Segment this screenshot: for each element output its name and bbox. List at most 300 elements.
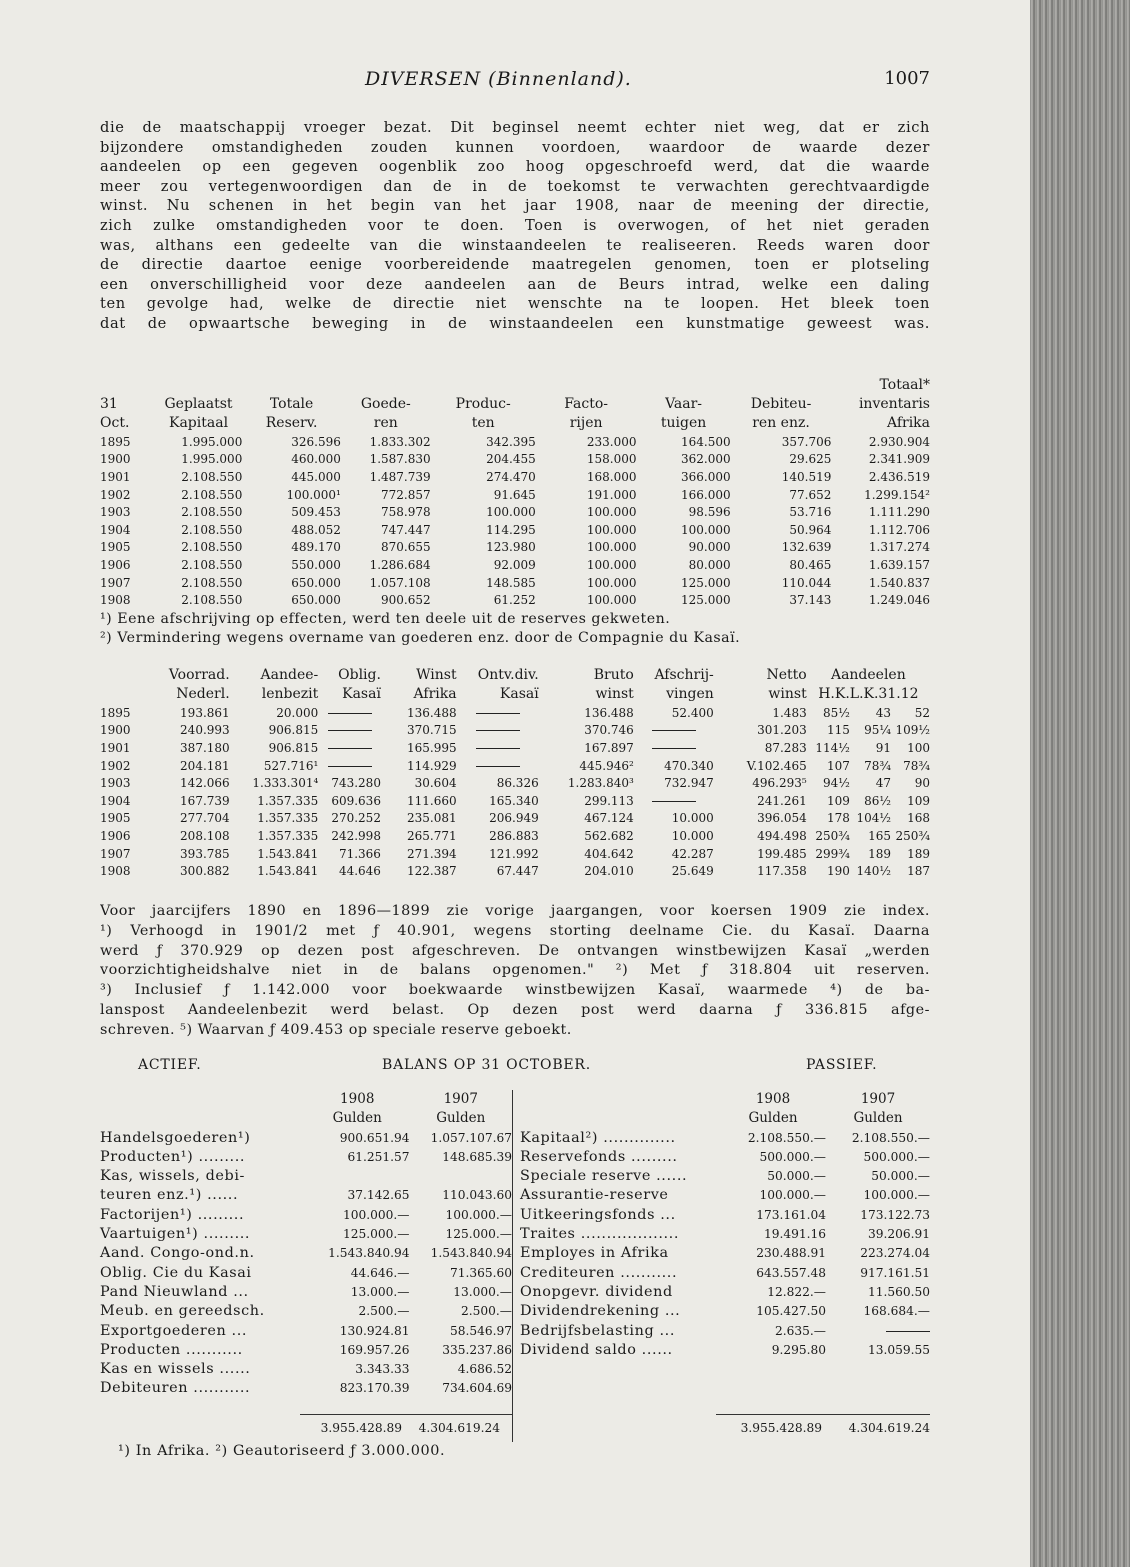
value-1907: 125.000.—: [445, 1227, 512, 1242]
column-header: winst: [595, 686, 634, 702]
table-cell: 494.498: [757, 828, 807, 843]
table-cell: 20.000: [276, 705, 319, 720]
value-1907: 2.500.—: [461, 1304, 512, 1319]
table-cell: 357.706: [781, 434, 832, 449]
value-1908: 44.646.—: [350, 1265, 410, 1280]
balance-row: [520, 1341, 930, 1360]
table-cell: 2.930.904: [868, 434, 930, 449]
table-cell: 1.299.154²: [864, 487, 930, 502]
table-cell: 527.716¹: [263, 758, 319, 773]
table-cell: 1904: [100, 522, 131, 537]
table-cell: 25.649: [671, 864, 714, 879]
value-1907: 1.543.840.94: [430, 1246, 512, 1261]
balance-label: Kas, wissels, debi-: [100, 1168, 246, 1185]
table-cell: 92.009: [493, 557, 536, 572]
balance-row: [520, 1148, 930, 1167]
value-1907: 11.560.50: [867, 1284, 930, 1299]
table-cell: 467.124: [584, 811, 634, 826]
table-cell: 2.108.550: [181, 487, 243, 502]
column-header: [100, 685, 143, 704]
value-1907: 100.000.—: [445, 1207, 512, 1222]
table-cell: 240.993: [180, 723, 230, 738]
value-1908: 125.000.—: [343, 1227, 410, 1242]
column-header: Bruto: [593, 667, 634, 683]
value-1907: 500.000.—: [863, 1149, 930, 1164]
balance-label: Meub. en gereedsch.: [100, 1303, 265, 1320]
value-1908: 50.000.—: [767, 1169, 826, 1184]
header-row: [100, 376, 930, 395]
table-cell: 1.995.000: [181, 452, 243, 467]
table-row: [100, 722, 930, 740]
table-cell: 109½: [895, 723, 930, 738]
header-row: [100, 685, 930, 704]
table-cell: 274.470: [486, 469, 536, 484]
table-cell: 650.000: [291, 593, 341, 608]
table-cell: 123.980: [486, 540, 536, 555]
text-line: werd ƒ 370.929 op dezen post afgeschreven. De ontvangen winstbewijzen Kasaï „werden: [100, 942, 930, 959]
text-line: ten gevolge had, welke de directie niet wenschte na te loopen. Het bleek toen: [100, 295, 930, 313]
value-1908: 61.251.57: [347, 1149, 410, 1164]
balance-row: [520, 1129, 930, 1148]
table-cell: 85½: [823, 705, 850, 720]
balance-label: Factorijen¹) .........: [100, 1206, 245, 1223]
value-1907: 335.237.86: [442, 1342, 512, 1357]
year-header: 1908: [755, 1091, 791, 1107]
column-header: Geplaatst: [164, 396, 233, 412]
table-cell: 78¾: [864, 758, 891, 773]
total-1908: 3.955.428.89: [320, 1421, 402, 1435]
column-header: Facto-: [564, 396, 608, 412]
table-cell: 1903: [100, 776, 131, 791]
value-1908: 105.427.50: [756, 1304, 826, 1319]
value-1908: 173.161.04: [756, 1207, 826, 1222]
financial-table-2: [100, 666, 930, 880]
total-rule-left: [300, 1414, 512, 1415]
table-cell: 370.715: [406, 723, 457, 738]
actief-label: ACTIEF.: [138, 1057, 202, 1073]
balance-row: [100, 1379, 512, 1398]
table-cell: 387.180: [180, 740, 230, 755]
column-header: Aandee-: [260, 667, 319, 683]
table-cell: 1.543.841: [257, 864, 319, 879]
table-row: [100, 486, 930, 504]
table-cell: 94½: [823, 776, 850, 791]
table-row: [100, 591, 930, 609]
column-header: Nederl.: [176, 686, 230, 702]
balance-label: Dividend saldo ......: [520, 1341, 673, 1358]
table-cell: 165: [868, 828, 891, 843]
text-line: dat de opwaartsche beweging in de winstaandeelen een kunstmatige geweest was.: [100, 314, 930, 332]
column-header: vingen: [666, 686, 714, 702]
value-1907: 39.206.91: [867, 1227, 930, 1242]
unit-header: Gulden: [332, 1110, 382, 1127]
balance-row: [520, 1264, 930, 1283]
table-cell: V.102.465: [746, 758, 807, 773]
book-edge: [1030, 0, 1130, 1567]
table-cell: 233.000: [586, 434, 637, 449]
table-cell: 61.252: [493, 593, 536, 608]
balance-label: Assurantie-reserve: [520, 1187, 669, 1204]
value-1908: 643.557.48: [756, 1265, 826, 1280]
column-divider: [512, 1090, 513, 1442]
table-cell: 136.488: [406, 705, 457, 720]
balance-label: Bedrijfsbelasting ...: [520, 1322, 676, 1339]
total-rule-right: [716, 1414, 930, 1415]
balance-row: [100, 1283, 512, 1302]
balance-label: Handelsgoederen¹): [100, 1129, 251, 1146]
column-header: ren: [373, 415, 398, 431]
table-cell: 1895: [100, 434, 131, 449]
table-cell: 2.108.550: [181, 505, 243, 520]
table-cell: 148.585: [486, 575, 536, 590]
column-header: Ontv.div.: [477, 667, 539, 683]
dash-rule: [476, 713, 520, 714]
unit-row: [520, 1109, 930, 1128]
table2-footnotes: [100, 902, 930, 1041]
table-cell: 1908: [100, 864, 131, 879]
value-1908: 100.000.—: [759, 1188, 826, 1203]
value-1908: 230.488.91: [756, 1246, 826, 1261]
value-1907: 2.108.550.—: [851, 1130, 930, 1145]
table-cell: 42.287: [671, 846, 714, 861]
table-cell: 1908: [100, 593, 131, 608]
table-cell: 107: [827, 758, 850, 773]
table-cell: 743.280: [331, 776, 381, 791]
financial-table-1: [100, 376, 930, 609]
balance-label: Pand Nieuwland ...: [100, 1283, 249, 1300]
table-cell: 204.455: [486, 452, 536, 467]
table-cell: 241.261: [757, 793, 807, 808]
table-cell: 204.181: [180, 758, 230, 773]
table-cell: [634, 792, 714, 810]
table-cell: 100.000: [586, 522, 637, 537]
table-cell: 396.054: [757, 811, 807, 826]
unit-header: Gulden: [748, 1110, 798, 1127]
table-cell: 758.978: [381, 505, 431, 520]
dash-rule: [328, 748, 372, 749]
value-1908: 100.000.—: [343, 1207, 410, 1222]
table-row: [100, 433, 930, 451]
value-1908: 3.343.33: [355, 1362, 410, 1377]
table-cell: 52.400: [671, 705, 714, 720]
table-cell: 1.111.290: [868, 505, 930, 520]
dash-rule: [476, 748, 520, 749]
table-cell: 10.000: [671, 811, 714, 826]
table-cell: 747.447: [381, 522, 431, 537]
dash-rule: [328, 713, 372, 714]
balance-row: [100, 1341, 512, 1360]
table-cell: 1.833.302: [369, 434, 431, 449]
table-cell: 1901: [100, 469, 131, 484]
table-cell: 114½: [815, 740, 850, 755]
table-cell: 166.000: [681, 487, 731, 502]
table-cell: 10.000: [671, 828, 714, 843]
balance-label: Vaartuigen¹) .........: [100, 1226, 251, 1243]
value-1907: 71.365.60: [449, 1265, 512, 1280]
balance-heading: [100, 1057, 930, 1079]
table-cell: 1.639.157: [868, 557, 930, 572]
total-1907: 4.304.619.24: [418, 1421, 500, 1435]
balance-label: Oblig. Cie du Kasai: [100, 1264, 252, 1281]
dash-rule: [886, 1331, 930, 1332]
table-cell: 110.044: [781, 575, 832, 590]
table-cell: [318, 757, 381, 775]
table-cell: 167.897: [584, 740, 634, 755]
table-cell: 550.000: [291, 557, 341, 572]
unit-row: [100, 1109, 512, 1128]
table-row: [100, 810, 930, 828]
value-1907: 50.000.—: [871, 1169, 930, 1184]
year-header: 1908: [340, 1091, 375, 1107]
table-cell: 71.366: [338, 846, 381, 861]
table-cell: 2.108.550: [181, 557, 243, 572]
table-cell: 142.066: [180, 776, 230, 791]
table-cell: 270.252: [331, 811, 381, 826]
table-cell: 90: [914, 776, 930, 791]
value-1908: 500.000.—: [759, 1149, 826, 1164]
balance-label: Uitkeeringsfonds ...: [520, 1206, 676, 1223]
table-cell: 77.652: [789, 487, 832, 502]
column-header: Afschrij-: [654, 667, 714, 683]
table-row: [100, 862, 930, 880]
value-1908: 2.635.—: [775, 1323, 826, 1338]
text-line: ³) Inclusief ƒ 1.142.000 voor boekwaarde winstbewijzen Kasaï, waarmede ⁴) de ba-: [100, 982, 930, 999]
table-cell: 1900: [100, 723, 131, 738]
text-line: voorzichtigheidshalve niet in de balans opgenomen." ²) Met ƒ 318.804 uit reserven.: [100, 962, 930, 979]
balance-label: Onopgevr. dividend: [520, 1283, 673, 1300]
passief-label: PASSIEF.: [806, 1057, 878, 1073]
table-cell: 168: [907, 811, 930, 826]
table-cell: 235.081: [406, 811, 457, 826]
value-1907: 734.604.69: [442, 1381, 512, 1396]
table-cell: 189: [868, 846, 891, 861]
column-header: Oblig.: [338, 667, 381, 683]
table-cell: 80.465: [789, 557, 832, 572]
table-cell: 100.000: [486, 505, 536, 520]
table-cell: 122.387: [406, 864, 457, 879]
table-cell: 44.646: [338, 864, 381, 879]
dash-rule: [328, 730, 372, 731]
table-cell: [318, 739, 381, 757]
table-row: [100, 451, 930, 469]
table-cell: 30.604: [414, 776, 457, 791]
text-line: schreven. ⁵) Waarvan ƒ 409.453 op speciale reserve geboekt.: [100, 1021, 572, 1038]
value-1908: 2.500.—: [358, 1304, 410, 1319]
column-header: ren enz.: [752, 415, 810, 431]
column-header: winst: [768, 686, 807, 702]
dash-rule: [652, 748, 696, 749]
table-cell: 140.519: [781, 469, 832, 484]
table-cell: 562.682: [584, 828, 634, 843]
column-header: tuigen: [660, 415, 707, 431]
balance-label: Exportgoederen ...: [100, 1322, 248, 1339]
table-cell: 509.453: [291, 505, 341, 520]
value-1907: 168.684.—: [863, 1304, 930, 1319]
table-cell: 140½: [856, 864, 891, 879]
table-cell: 250¾: [895, 828, 930, 843]
table-cell: 271.394: [406, 846, 457, 861]
value-1907: 110.043.60: [442, 1188, 512, 1203]
table-cell: 1.483: [772, 705, 807, 720]
table-cell: 906.815: [268, 740, 319, 755]
table-cell: 1907: [100, 846, 131, 861]
balance-row: [520, 1244, 930, 1263]
balance-row: [100, 1206, 512, 1225]
value-1907: 148.685.39: [442, 1149, 512, 1164]
balance-label: Aand. Congo-ond.n.: [100, 1245, 255, 1262]
table-cell: 167.739: [180, 793, 230, 808]
table-cell: [457, 757, 539, 775]
table-cell: 1902: [100, 487, 131, 502]
text-line: was, althans een gedeelte van die winstaandeelen te realiseeren. Reeds waren door: [100, 236, 930, 254]
balance-passief: [520, 1090, 930, 1360]
balance-row: [520, 1186, 930, 1205]
table-cell: 1904: [100, 793, 131, 808]
table-cell: 1.995.000: [181, 434, 243, 449]
column-header: [637, 376, 731, 395]
table-cell: 1.112.706: [868, 522, 930, 537]
intro-paragraph: [100, 118, 930, 334]
spacer: [520, 1109, 720, 1128]
year-header: 1907: [443, 1091, 478, 1107]
unit-header: Gulden: [853, 1110, 903, 1127]
column-header: Kasaï: [342, 686, 381, 702]
balance-label: teuren enz.¹) ......: [100, 1187, 239, 1204]
table-cell: 299.113: [584, 793, 634, 808]
value-1907: 58.546.97: [449, 1323, 512, 1338]
table-cell: 100: [907, 740, 930, 755]
column-header: Aandeelen: [830, 667, 906, 683]
text-line: bijzondere omstandigheden zouden kunnen voordoen, waardoor de waarde dezer: [100, 138, 930, 156]
balance-label: Producten¹) .........: [100, 1148, 246, 1165]
table-row: [100, 757, 930, 775]
balance-label: Crediteuren ...........: [520, 1264, 678, 1281]
value-1907: 13.000.—: [453, 1284, 512, 1299]
table-cell: 489.170: [291, 540, 341, 555]
table-cell: 460.000: [291, 452, 341, 467]
balance-row: [520, 1167, 930, 1186]
table-cell: 95¼: [864, 723, 891, 738]
table-cell: 2.108.550: [181, 540, 243, 555]
column-header: H.K.L.K.31.12: [818, 686, 919, 702]
table-cell: 80.000: [688, 557, 731, 572]
table-cell: 404.642: [584, 846, 634, 861]
footnote: ¹) Eene afschrijving op effecten, werd ten deele uit de reserves gekweten.: [100, 611, 671, 627]
column-header: Netto: [766, 667, 807, 683]
table-cell: 191.000: [586, 487, 637, 502]
value-1908: 9.295.80: [771, 1342, 826, 1357]
table-cell: 1.249.046: [868, 593, 930, 608]
value-1907: 13.059.55: [867, 1342, 930, 1357]
balance-label: Kas en wissels ......: [100, 1361, 251, 1378]
table-cell: 1.283.840³: [567, 776, 634, 791]
column-header: Kapitaal: [169, 415, 229, 431]
table-cell: 117.358: [757, 864, 807, 879]
table-cell: 488.052: [291, 522, 341, 537]
balance-row: [100, 1186, 512, 1205]
table-cell: 277.704: [180, 811, 230, 826]
table-cell: 91: [875, 740, 891, 755]
table1-footnotes: [100, 610, 930, 648]
table-cell: 362.000: [681, 452, 731, 467]
table-cell: 242.998: [331, 828, 381, 843]
table-cell: 193.861: [180, 705, 230, 720]
table-cell: 1.540.837: [868, 575, 930, 590]
header-row: [100, 395, 930, 414]
table-cell: 100.000: [586, 593, 637, 608]
page-number: 1007: [884, 68, 930, 89]
table-cell: 165.995: [406, 740, 457, 755]
text-line: zich zulke omstandigheden voor te doen. Toen is overwogen, of het niet geraden: [100, 216, 930, 234]
table-cell: 78¾: [903, 758, 930, 773]
table-cell: 178: [827, 811, 850, 826]
table-cell: 1902: [100, 758, 131, 773]
dash-rule: [328, 766, 372, 767]
value-1907: 1.057.107.67: [430, 1130, 512, 1145]
total-1907: 4.304.619.24: [848, 1421, 930, 1435]
table-cell: 496.293⁵: [752, 776, 807, 791]
table-cell: 470.340: [664, 758, 714, 773]
table-row: [100, 556, 930, 574]
value-1907: 100.000.—: [863, 1188, 930, 1203]
table-cell: 1.357.335: [257, 828, 319, 843]
table-cell: 1905: [100, 811, 131, 826]
balance-label: Speciale reserve ......: [520, 1168, 688, 1185]
balance-row: [100, 1225, 512, 1244]
table-cell: 1.333.301⁴: [252, 776, 319, 791]
total-1908: 3.955.428.89: [740, 1421, 822, 1435]
table-row: [100, 774, 930, 792]
table-row: [100, 539, 930, 557]
balance-row: [100, 1148, 512, 1167]
value-1908: 37.142.65: [347, 1188, 410, 1203]
value-1907: 917.161.51: [860, 1265, 930, 1280]
column-header: [242, 376, 341, 395]
header-row: [100, 414, 930, 433]
table-cell: 265.771: [406, 828, 457, 843]
column-header: rijen: [569, 415, 603, 431]
table-cell: 114.929: [406, 758, 457, 773]
table-cell: 250¾: [815, 828, 850, 843]
text-line: Voor jaarcijfers 1890 en 1896—1899 zie vorige jaargangen, voor koersen 1909 zie index.: [100, 903, 930, 919]
spacer: [100, 1109, 305, 1128]
balance-label: Dividendrekening ...: [520, 1303, 681, 1320]
value-1908: 1.543.840.94: [328, 1246, 410, 1261]
column-header: [431, 376, 536, 395]
value-1907: [410, 1167, 513, 1186]
table-cell: 300.882: [180, 864, 230, 879]
table-cell: 1.543.841: [257, 846, 319, 861]
table-cell: 132.639: [781, 540, 832, 555]
column-header: Vaar-: [665, 396, 703, 412]
table-cell: 609.636: [331, 793, 381, 808]
table-cell: 1.487.739: [369, 469, 431, 484]
table-cell: 43: [875, 705, 891, 720]
table-cell: 1.357.335: [257, 793, 319, 808]
table-row: [100, 704, 930, 722]
table-cell: 136.488: [584, 705, 634, 720]
table-cell: 114.295: [486, 522, 536, 537]
balance-row: [100, 1322, 512, 1341]
balance-row: [100, 1360, 512, 1379]
table-cell: [318, 704, 381, 722]
table-cell: 104½: [856, 811, 891, 826]
table-cell: 342.395: [486, 434, 536, 449]
value-1907: 4.686.52: [457, 1362, 512, 1377]
table-cell: 100.000: [681, 522, 731, 537]
table-cell: 90.000: [688, 540, 731, 555]
balance-row: [520, 1322, 930, 1341]
